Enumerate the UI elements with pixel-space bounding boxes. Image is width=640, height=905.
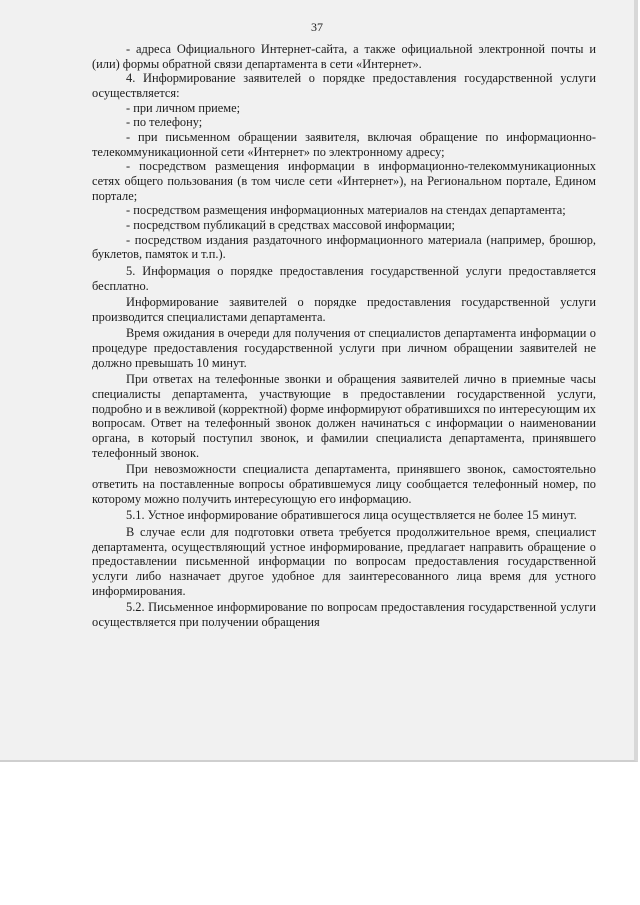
paragraph-specialists: Информирование заявителей о порядке предоставления государственной услуги производится специалистами департамента. — [92, 295, 596, 324]
paragraph-item-5-2: 5.2. Письменное информирование по вопросам предоставления государственной услуги осуществляется при получении обращения — [92, 600, 596, 629]
list-item-personal-reception: - при личном приеме; — [126, 100, 241, 115]
paragraph-long-answer: В случае если для подготовки ответа требуется продолжительное время, специалист департамента, осуществляющий устное информирование, предлагает направить обращение о предоставлении письменной информации по вопросам предоставления государственной услуги либо назначает другое удобное для заинтересованного лица время для устного информирования. — [92, 525, 596, 598]
list-item-phone: - по телефону; — [126, 115, 203, 130]
paragraph-item-5: 5. Информация о порядке предоставления государственной услуги предоставляется бесплатно. — [92, 263, 596, 293]
list-item-handouts: - посредством издания раздаточного информационного материала (например, брошюр, буклетов, памяток и т.п.). — [92, 232, 596, 262]
list-item-mass-media: - посредством публикаций в средствах массовой информации; — [126, 217, 455, 232]
paragraph-item-5-1: 5.1. Устное информирование обратившегося лица осуществляется не более 15 минут. — [126, 508, 577, 523]
document-body — [92, 42, 596, 630]
paragraph-unable-to-answer: При невозможности специалиста департамента, принявшего звонок, самостоятельно ответить на поставленные вопросы обратившемуся лицу сообщается телефонный номер, по которому можно получить интересующую его информацию. — [92, 462, 596, 506]
page-number: 37 — [311, 20, 323, 34]
list-item-stands: - посредством размещения информационных материалов на стендах департамента; — [126, 203, 566, 218]
paragraph-waiting-time: Время ожидания в очереди для получения от специалистов департамента информации о процедуре предоставления государственной услуги при личном обращении заявителей не должно превышать 10 минут. — [92, 326, 596, 370]
paragraph-website-addresses: - адреса Официального Интернет-сайта, а также официальной электронной почты и (или) формы обратной связи департамента в сети «Интернет». — [92, 42, 596, 71]
paragraph-phone-answers: При ответах на телефонные звонки и обращения заявителей лично в приемные часы специалисты департамента, участвующие в предоставлении государственной услуги, подробно и в вежливой (корректной) форме информируют обратившихся по интересующим их вопросам. Ответ на телефонный звонок должен начинаться с информации о наименовании органа, в который поступил звонок, и фамилии специалиста департамента, принявшего телефонный звонок. — [92, 372, 596, 460]
list-item-public-networks: - посредством размещения информации в информационно-телекоммуникационных сетях общего пользования (в том числе сети «Интернет»), на Региональном портале, Едином портале; — [92, 159, 596, 203]
paragraph-item-4: 4. Информирование заявителей о порядке предоставления государственной услуги осуществляется: — [92, 71, 596, 100]
list-item-written-request: - при письменном обращении заявителя, включая обращение по информационно-телекоммуникационной сети «Интернет» по электронному адресу; — [92, 129, 596, 159]
